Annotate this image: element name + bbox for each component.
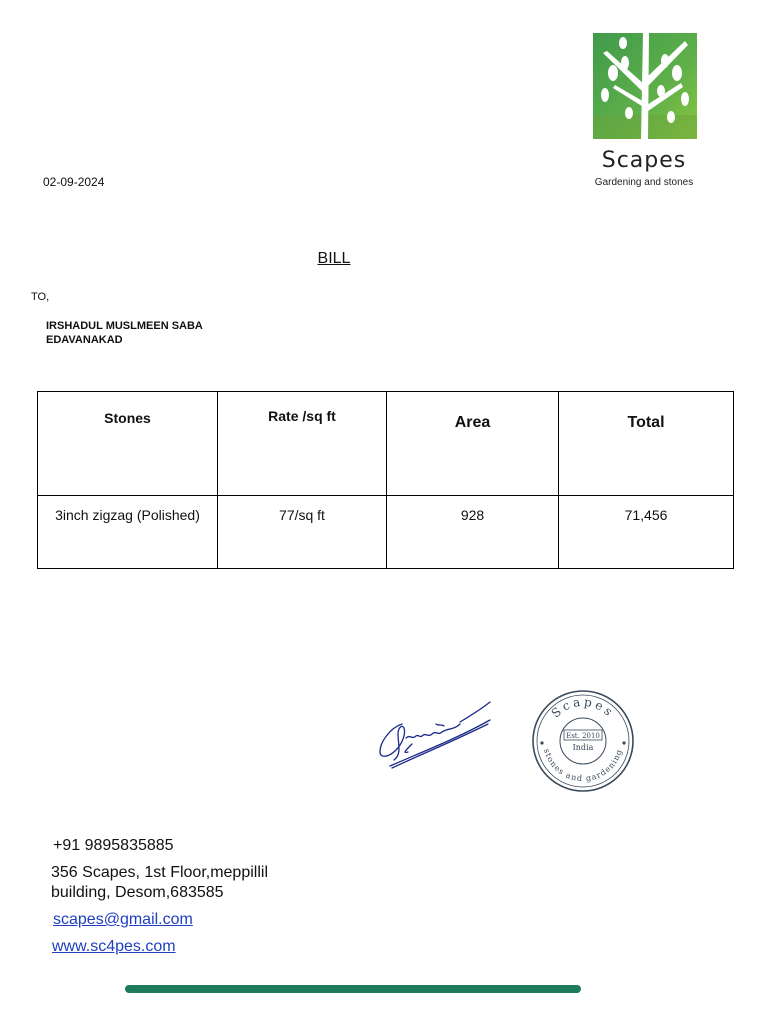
customer-name: IRSHADUL MUSLMEEN SABA bbox=[46, 320, 203, 332]
to-label: TO, bbox=[31, 291, 50, 303]
header-total: Total bbox=[559, 392, 734, 496]
customer-place: EDAVANAKAD bbox=[46, 334, 123, 346]
seal-bottom-text: stones and gardening bbox=[541, 747, 625, 784]
brand-name: Scapes bbox=[601, 148, 687, 173]
cell-rate bbox=[218, 496, 387, 569]
cell-stone bbox=[38, 496, 218, 569]
svg-text:stones and gardening bbox=[542, 748, 624, 783]
bill-table bbox=[37, 391, 734, 569]
seal-country: India bbox=[572, 743, 594, 752]
bill-date: 02-09-2024 bbox=[43, 175, 105, 189]
cell-stone-text: 3inch zigzag (Polished) bbox=[55, 507, 200, 523]
contact-address-line1: 356 Scapes, 1st Floor,meppillil bbox=[51, 864, 268, 881]
header-stones: Stones bbox=[38, 392, 218, 496]
cell-total bbox=[559, 496, 734, 569]
signature-icon bbox=[372, 694, 494, 774]
seal-est: Est. 2010 bbox=[566, 732, 600, 740]
footer-bar bbox=[125, 985, 581, 993]
contact-phone: +91 9895835885 bbox=[53, 837, 174, 854]
cell-rate-text: 77/sq ft bbox=[279, 507, 325, 523]
seal-top-text: Scapes bbox=[548, 694, 618, 721]
table-header-row bbox=[38, 392, 734, 496]
header-rate: Rate /sq ft bbox=[218, 392, 387, 496]
cell-area-text: 928 bbox=[460, 507, 485, 523]
header-area: Area bbox=[387, 392, 559, 496]
tree-logo-icon bbox=[593, 33, 697, 139]
contact-address-line2: building, Desom,683585 bbox=[51, 884, 224, 901]
cell-area bbox=[387, 496, 559, 569]
contact-email-link[interactable]: scapes@gmail.com bbox=[53, 911, 193, 928]
bill-title: BILL bbox=[317, 250, 351, 267]
brand-tagline: Gardening and stones bbox=[594, 177, 694, 188]
svg-text:Scapes bbox=[549, 695, 618, 721]
contact-website-link[interactable]: www.sc4pes.com bbox=[52, 938, 176, 955]
company-seal-icon bbox=[528, 686, 638, 796]
table-row bbox=[38, 496, 734, 569]
cell-total-text: 71,456 bbox=[624, 507, 668, 523]
